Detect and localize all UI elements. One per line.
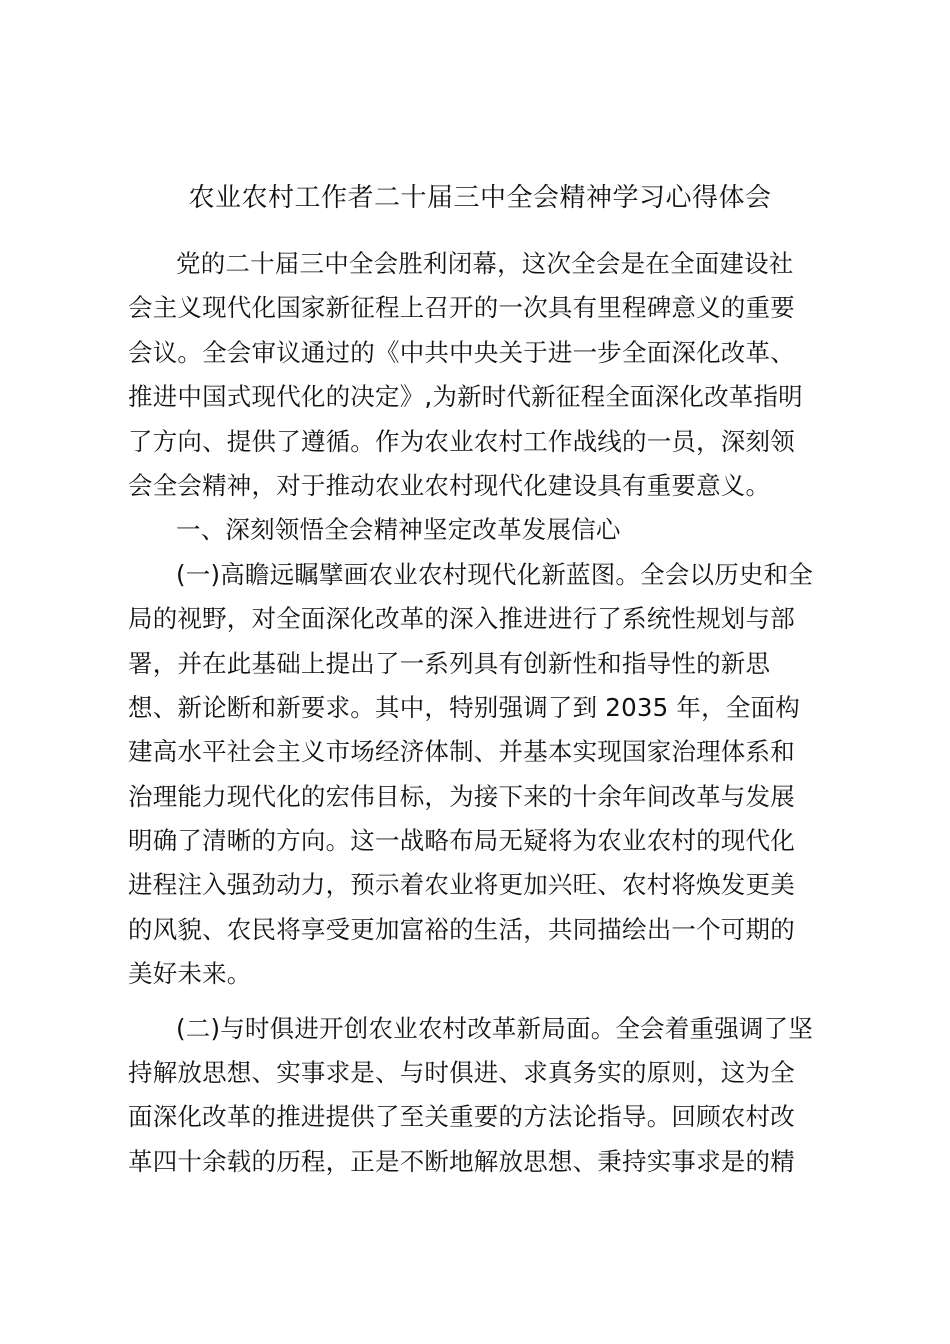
paragraph-line: 美好未来。 — [128, 959, 252, 989]
paragraph-line: (一)高瞻远瞩擘画农业农村现代化新蓝图。全会以历史和全 — [176, 559, 814, 589]
paragraph-line: 明确了清晰的方向。这一战略布局无疑将为农业农村的现代化 — [128, 826, 795, 856]
paragraph-line: 会议。全会审议通过的《中共中央关于进一步全面深化改革、 — [128, 337, 795, 367]
paragraph-line: 会主义现代化国家新征程上召开的一次具有里程碑意义的重要 — [128, 293, 795, 323]
paragraph-line: 了方向、提供了遵循。作为农业农村工作战线的一员，深刻领 — [128, 426, 795, 456]
section-heading: 一、深刻领悟全会精神坚定改革发展信心 — [176, 515, 621, 545]
document-title: 农业农村工作者二十届三中全会精神学习心得体会 — [188, 183, 772, 213]
paragraph-line: 会全会精神，对于推动农业农村现代化建设具有重要意义。 — [128, 470, 771, 500]
paragraph-line: 局的视野，对全面深化改革的深入推进进行了系统性规划与部 — [128, 604, 795, 634]
paragraph-line: 革四十余载的历程，正是不断地解放思想、秉持实事求是的精 — [128, 1146, 795, 1176]
paragraph-line: 建高水平社会主义市场经济体制、并基本实现国家治理体系和 — [128, 737, 795, 767]
paragraph-line: 署，并在此基础上提出了一系列具有创新性和指导性的新思 — [128, 648, 771, 678]
paragraph-line: 进程注入强劲动力，预示着农业将更加兴旺、农村将焕发更美 — [128, 870, 795, 900]
paragraph-line: 持解放思想、实事求是、与时俱进、求真务实的原则，这为全 — [128, 1058, 795, 1088]
paragraph-line: (二)与时俱进开创农业农村改革新局面。全会着重强调了坚 — [176, 1013, 814, 1043]
paragraph-line: 面深化改革的推进提供了至关重要的方法论指导。回顾农村改 — [128, 1102, 795, 1132]
paragraph-line: 想、新论断和新要求。其中，特别强调了到 2035 年，全面构 — [128, 692, 800, 722]
document-body — [128, 242, 828, 1184]
paragraph-line: 推进中国式现代化的决定》,为新时代新征程全面深化改革指明 — [128, 382, 803, 412]
paragraph-line: 的风貌、农民将享受更加富裕的生活，共同描绘出一个可期的 — [128, 914, 795, 944]
paragraph-line: 党的二十届三中全会胜利闭幕，这次全会是在全面建设社 — [176, 249, 794, 278]
paragraph-line: 治理能力现代化的宏伟目标，为接下来的十余年间改革与发展 — [128, 781, 795, 811]
